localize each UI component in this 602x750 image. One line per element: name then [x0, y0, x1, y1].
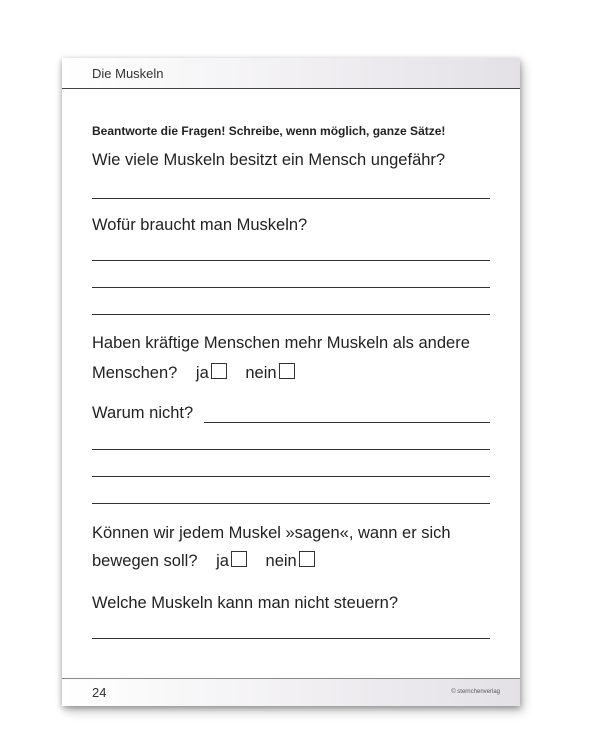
option-yes-label: ja: [195, 364, 209, 382]
page-number: 24: [92, 685, 107, 700]
answer-line-2b[interactable]: [92, 287, 490, 288]
option-no-q5: [266, 551, 315, 571]
header-divider: [62, 88, 520, 89]
checkbox-yes-q5[interactable]: [231, 551, 247, 567]
question-2: Wofür braucht man Muskeln?: [92, 216, 308, 234]
checkbox-yes-q3[interactable]: [211, 363, 227, 379]
option-yes-label: ja: [216, 552, 229, 570]
question-3-text: Menschen?: [92, 364, 178, 382]
answer-line-4a[interactable]: [204, 422, 490, 423]
option-no-label: nein: [245, 364, 277, 382]
page-title: Die Muskeln: [92, 66, 164, 81]
answer-line-6[interactable]: [92, 638, 490, 639]
question-6: Welche Muskeln kann man nicht steuern?: [92, 594, 399, 612]
question-5-line-2: [92, 551, 315, 571]
answer-line-4c[interactable]: [92, 476, 490, 477]
option-yes-q3: [196, 363, 227, 383]
worksheet-page: [62, 58, 520, 706]
question-4: Warum nicht?: [92, 404, 194, 422]
question-5-text: bewegen soll?: [92, 552, 198, 570]
checkbox-no-q3[interactable]: [279, 363, 295, 379]
question-1: Wie viele Muskeln besitzt ein Mensch ungefähr?: [92, 151, 446, 169]
answer-line-2a[interactable]: [92, 260, 490, 261]
publisher-credit: © sternchenverlag: [451, 689, 500, 695]
answer-line-4d[interactable]: [92, 503, 490, 504]
option-no-label: nein: [265, 552, 297, 570]
question-5-line-1: Können wir jedem Muskel »sagen«, wann er sich: [92, 524, 451, 542]
instruction-text: Beantworte die Fragen! Schreibe, wenn möglich, ganze Sätze!: [92, 124, 446, 138]
checkbox-no-q5[interactable]: [299, 551, 315, 567]
option-no-q3: [245, 363, 294, 383]
question-3-line-2: [92, 363, 295, 383]
answer-line-1[interactable]: [92, 198, 490, 199]
answer-line-2c[interactable]: [92, 314, 490, 315]
answer-line-4b[interactable]: [92, 449, 490, 450]
footer-divider: [62, 678, 520, 679]
option-yes-q5: [216, 551, 247, 571]
question-3-line-1: Haben kräftige Menschen mehr Muskeln als andere: [92, 334, 470, 352]
